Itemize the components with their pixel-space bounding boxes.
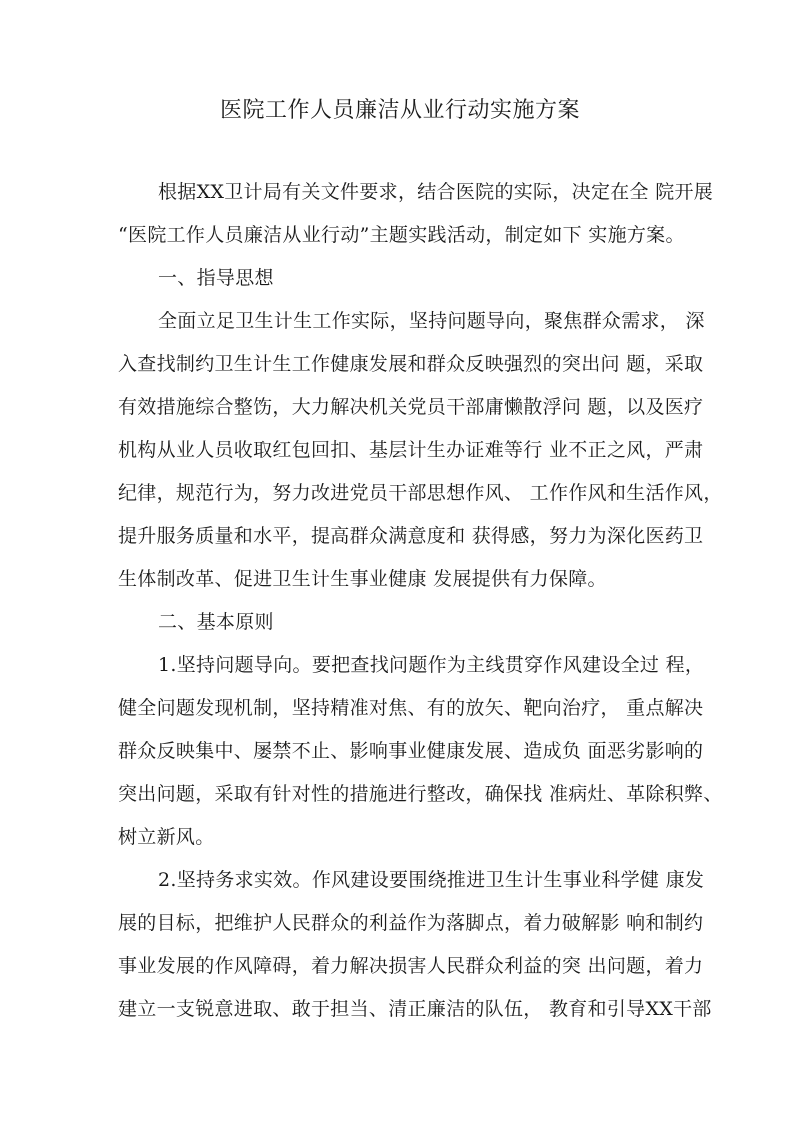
paragraph-line: 树立新风。 (118, 826, 215, 848)
paragraph-line: 展的目标，把维护人民群众的利益作为落脚点，着力破解影 响和制约 (118, 912, 704, 934)
paragraph-line: 根据XX卫计局有关文件要求，结合医院的实际，决定在全 院开展 (158, 181, 714, 203)
paragraph-line: 机构从业人员收取红包回扣、基层计生办证难等行 业不正之风，严肃 (118, 439, 704, 461)
paragraph-line: 入查找制约卫生计生工作健康发展和群众反映强烈的突出问 题，采取 (118, 353, 704, 375)
paragraph-line: 生体制改革、促进卫生计生事业健康 发展提供有力保障。 (118, 568, 607, 590)
paragraph-line: 全面立足卫生计生工作实际，坚持问题导向，聚焦群众需求， 深 (158, 310, 705, 332)
paragraph-line: 2.坚持务求实效。作风建设要围绕推进卫生计生事业科学健 康发 (158, 869, 705, 891)
paragraph-line: 突出问题，采取有针对性的措施进行整改，确保找 准病灶、革除积弊、 (118, 783, 723, 805)
paragraph-line: 群众反映集中、屡禁不止、影响事业健康发展、造成负 面恶劣影响的 (118, 740, 704, 762)
paragraph-line: “医院工作人员廉洁从业行动”主题实践活动，制定如下 实施方案。 (118, 224, 685, 246)
paragraph-line: 健全问题发现机制，坚持精准对焦、有的放矢、靶向治疗， 重点解决 (118, 697, 704, 719)
paragraph-line: 1.坚持问题导向。要把查找问题作为主线贯穿作风建设全过 程， (158, 654, 705, 676)
document-title: 医院工作人员廉洁从业行动实施方案 (219, 98, 580, 123)
paragraph-line: 提升服务质量和水平，提高群众满意度和 获得感，努力为深化医药卫 (118, 525, 704, 547)
section-heading: 一、指导思想 (158, 267, 274, 289)
paragraph-line: 纪律，规范行为，努力改进党员干部思想作风、 工作作风和生活作风， (118, 482, 723, 504)
paragraph-line: 有效措施综合整饬，大力解决机关党员干部庸懒散浮问 题，以及医疗 (118, 396, 704, 418)
section-heading: 二、基本原则 (158, 611, 274, 633)
paragraph-line: 事业发展的作风障碍，着力解决损害人民群众利益的突 出问题，着力 (118, 955, 704, 977)
paragraph-line: 建立一支锐意进取、敢于担当、清正廉洁的队伍， 教育和引导XX干部 (118, 998, 712, 1020)
